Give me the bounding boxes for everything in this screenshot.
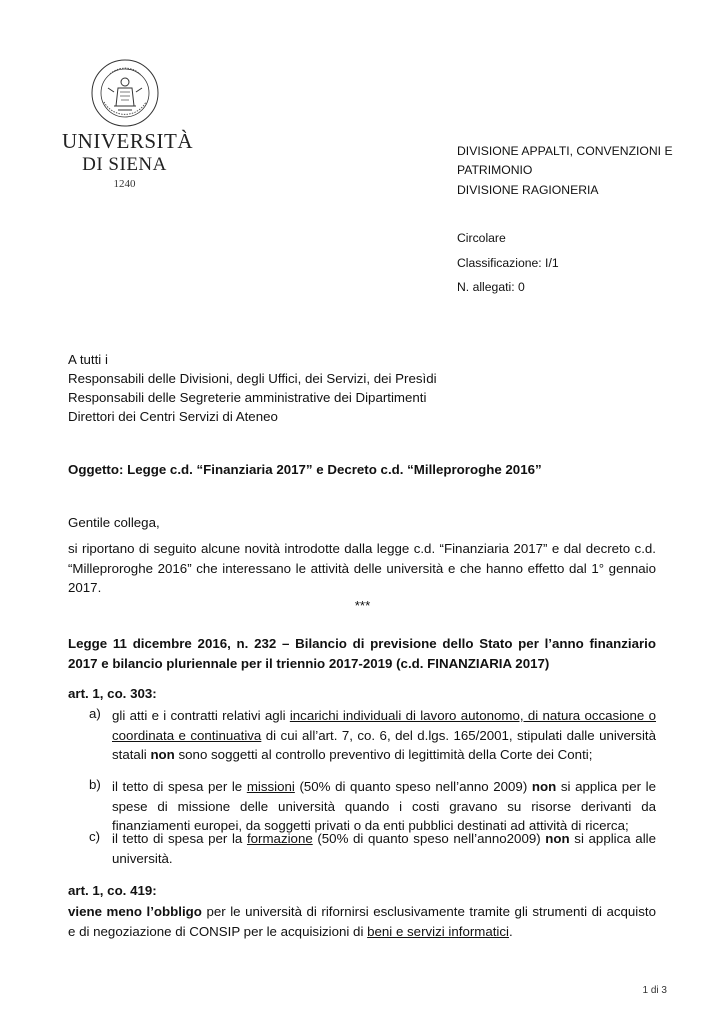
art303-c-post: si applica alle università. — [112, 831, 656, 866]
art419-heading: art. 1, co. 419: — [68, 883, 157, 898]
art303-c-mid: (50% di quanto speso nell’anno2009) — [312, 831, 546, 846]
separator: *** — [354, 598, 371, 613]
art303-a-mid: di cui all’art. 7, co. 6, del d.lgs. 165/2001, stipulati dalle università statali — [112, 727, 656, 762]
art419-bold: viene meno l’obbligo — [68, 904, 202, 919]
division2: DIVISIONE RAGIONERIA — [457, 183, 599, 197]
art419-pre: per le università di rifornirsi esclusivamente tramite gli strumenti di acquisto e di negoziazione di CONSIP per le acquisizioni di — [68, 904, 656, 939]
art303-c-pre: il tetto di spesa per la — [112, 831, 247, 846]
art303-a-post: sono soggetti al controllo preventivo di legittimità della Corte dei Conti; — [174, 747, 593, 762]
art303-a-bold: non — [150, 747, 175, 762]
art303-a-pre: gli atti e i contratti relativi agli — [112, 708, 290, 723]
art303-b-label: b) — [89, 777, 101, 792]
page-number: 1 di 3 — [642, 985, 667, 996]
art303-b-text — [112, 777, 656, 836]
art419-text — [68, 902, 656, 941]
art303-c-bold: non — [545, 831, 570, 846]
art303-c-label: c) — [89, 829, 101, 844]
art303-b-underlined: missioni — [246, 779, 295, 794]
university-logo — [62, 58, 193, 198]
art303-a-text — [112, 706, 656, 765]
recipients-line2: Responsabili delle Segreterie amministrative dei Dipartimenti — [68, 390, 427, 405]
attachments-count: N. allegati: 0 — [457, 280, 525, 294]
law-heading: Legge 11 dicembre 2016, n. 232 – Bilancio di previsione dello Stato per l’anno finanziario 2017 e bilancio pluriennale per il triennio 2017-2019 (c.d. FINANZIARIA 2017) — [68, 636, 656, 671]
art303-c-underlined: formazione — [246, 831, 313, 846]
subject: Oggetto: Legge c.d. “Finanziaria 2017” e Decreto c.d. “Milleproroghe 2016” — [68, 462, 542, 477]
university-seal-icon — [90, 58, 160, 128]
recipients-line1: Responsabili delle Divisioni, degli Uffici, dei Servizi, dei Presìdi — [68, 371, 437, 386]
art303-a-underlined: incarichi individuali di lavoro autonomo, di natura occasione o coordinata e continuativa — [112, 708, 657, 743]
logo-name-line1: UNIVERSITÀ — [62, 129, 193, 153]
art303-c-text — [112, 829, 656, 868]
division1-line1: DIVISIONE APPALTI, CONVENZIONI E — [457, 144, 673, 158]
intro-paragraph: si riportano di seguito alcune novità introdotte dalla legge c.d. “Finanziaria 2017” e dal decreto c.d. “Milleproroghe 2016” che interessano le attività delle università e che hanno effetto dal 1° gennaio 2017. — [68, 541, 656, 595]
art303-a-label: a) — [89, 706, 101, 721]
recipients-line3: Direttori dei Centri Servizi di Ateneo — [68, 409, 278, 424]
recipients-intro: A tutti i — [68, 352, 108, 367]
classification: Classificazione: I/1 — [457, 256, 559, 270]
art303-b-post: si applica per le spese di missione delle università quando i costi gravano su risorse derivanti da finanziamenti europei, da soggetti privati o da enti pubblici destinati ad attività di ricerca; — [112, 779, 656, 833]
doc-type: Circolare — [457, 231, 506, 245]
art303-b-bold: non — [531, 779, 557, 794]
art303-heading: art. 1, co. 303: — [68, 686, 157, 701]
art303-b-mid: (50% di quanto speso nell’anno 2009) — [294, 779, 532, 794]
logo-name-line2: DI SIENA — [82, 154, 167, 175]
division1-line2: PATRIMONIO — [457, 163, 533, 177]
art303-b-pre: il tetto di spesa per le — [112, 779, 247, 794]
greeting: Gentile collega, — [68, 515, 160, 530]
art419-underlined: beni e servizi informatici — [367, 923, 509, 939]
logo-year: 1240 — [113, 178, 136, 190]
art419-post: . — [509, 923, 513, 939]
